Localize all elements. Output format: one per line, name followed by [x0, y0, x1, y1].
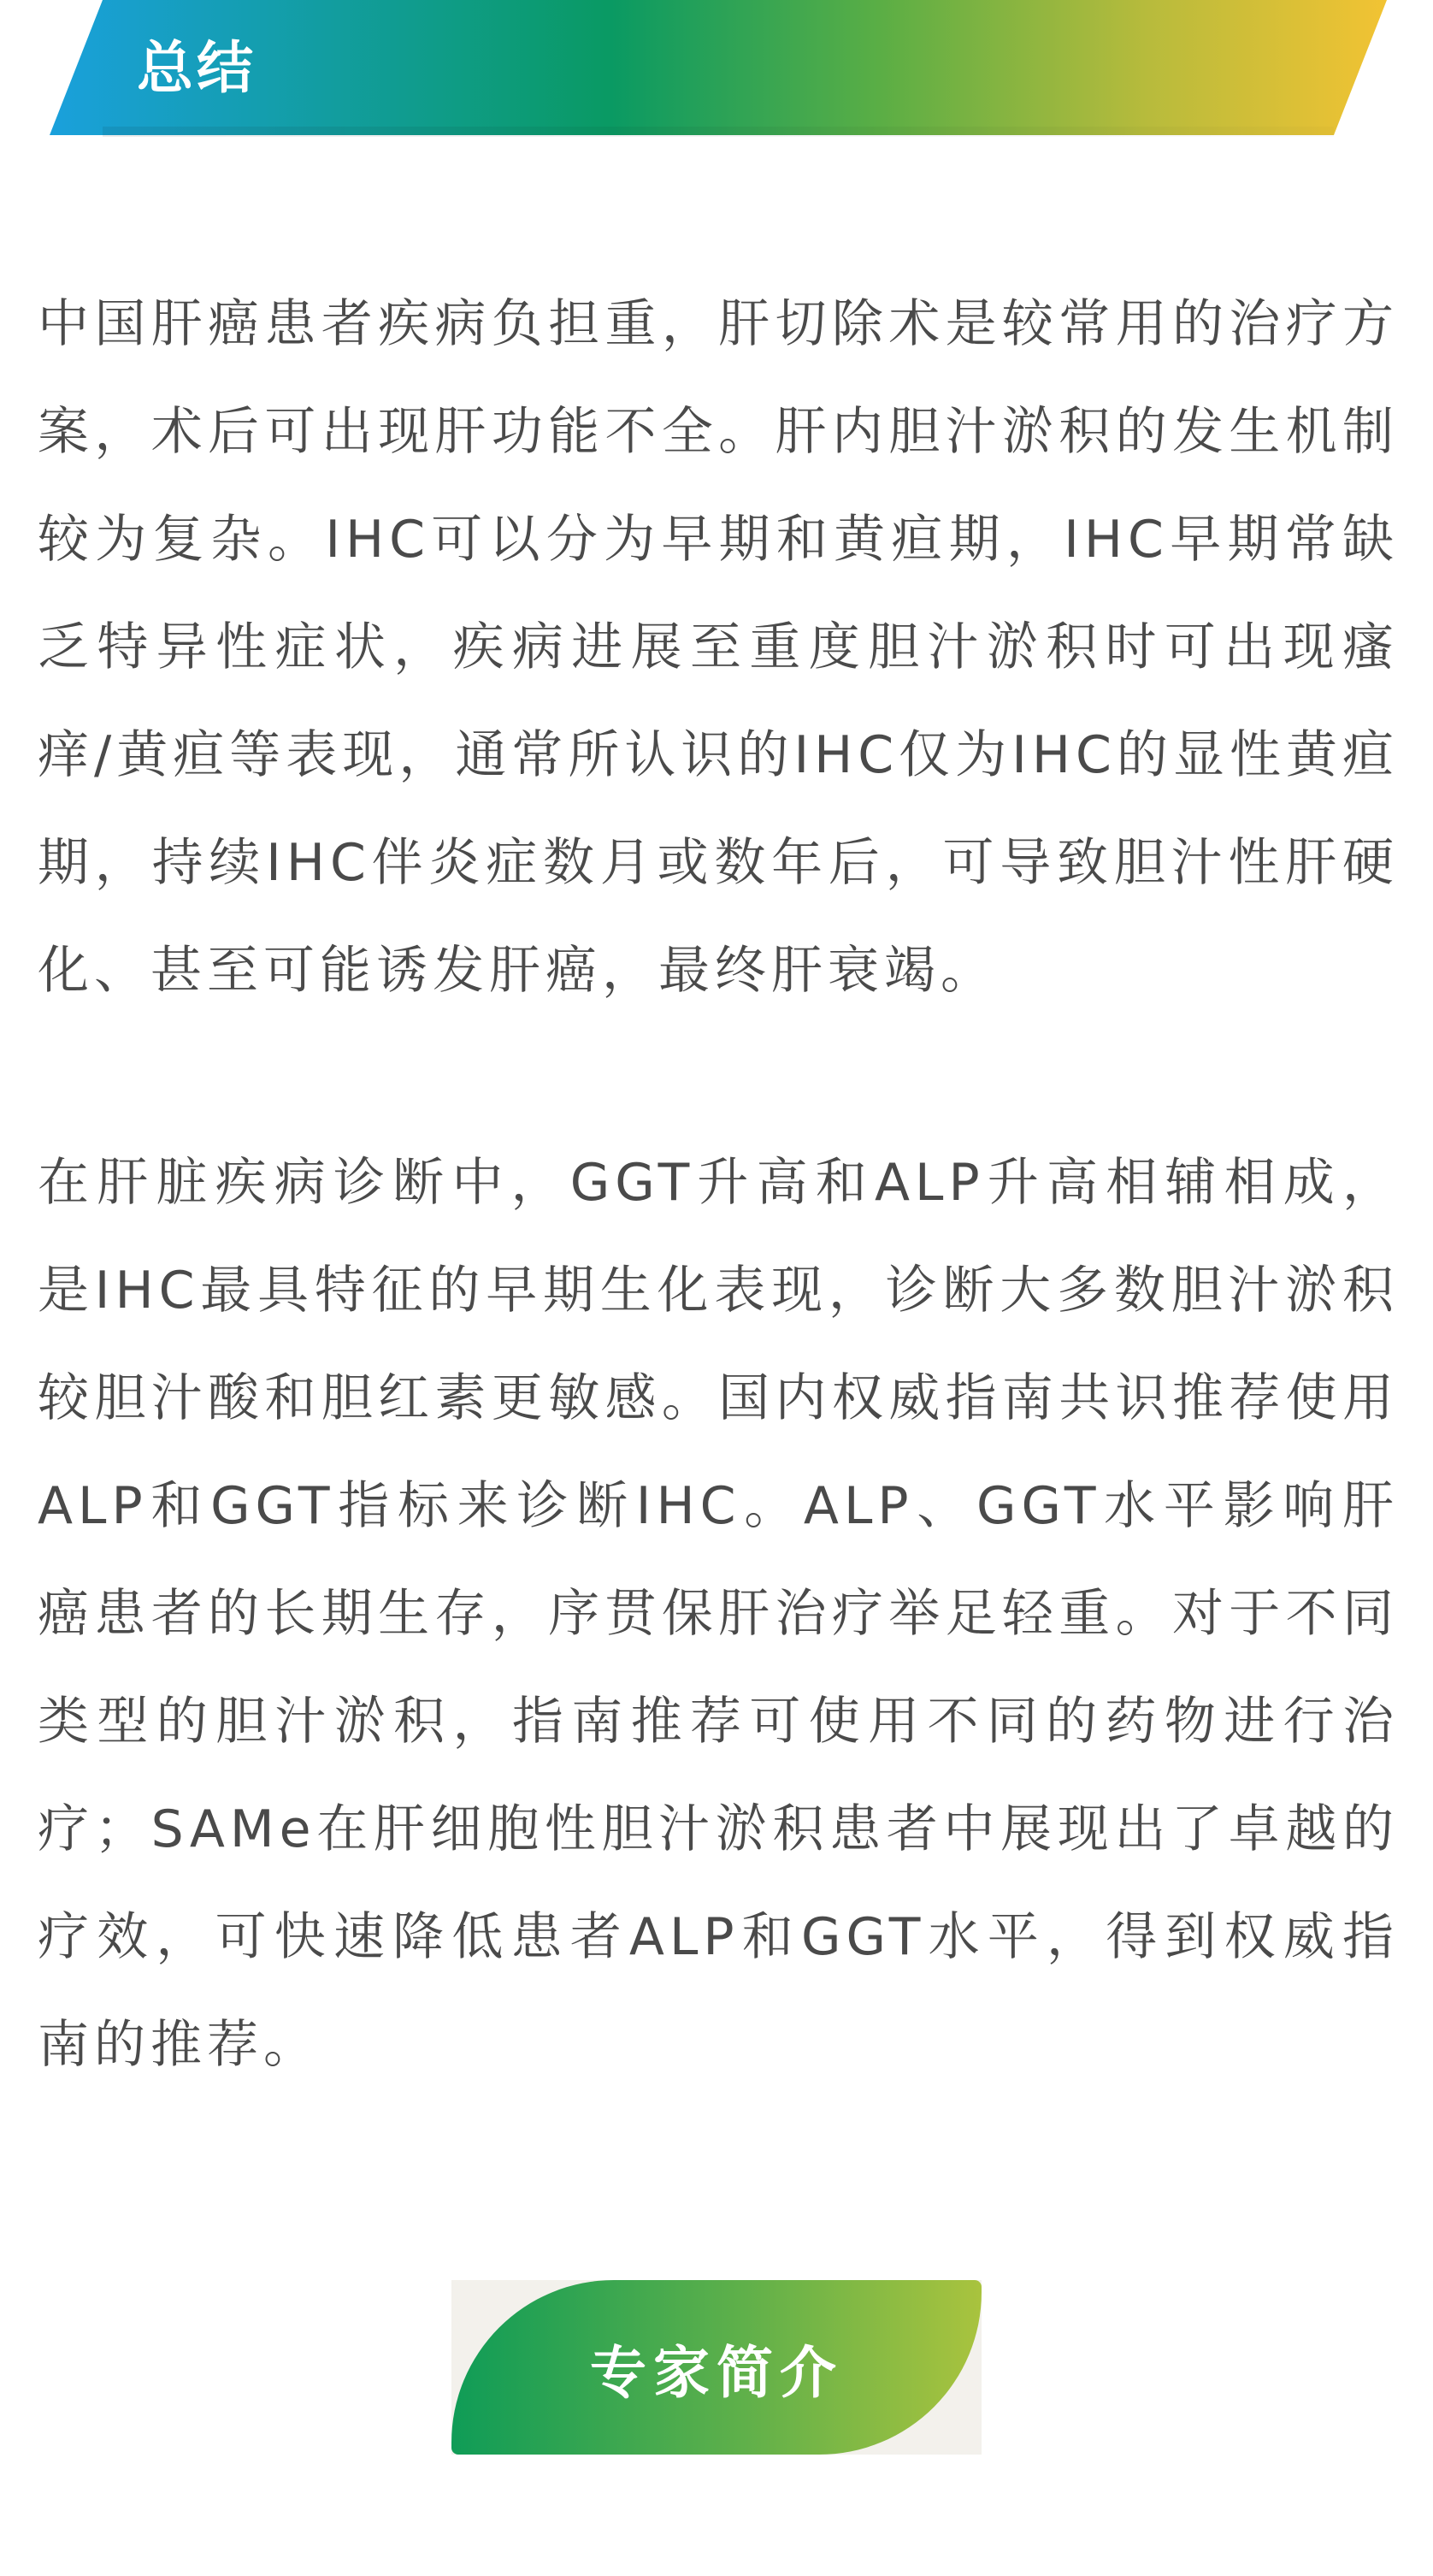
expert-intro-label: 专家简介 — [590, 2339, 843, 2406]
summary-paragraph-2: 在肝脏疾病诊断中，GGT升高和ALP升高相辅相成，是IHC最具特征的早期生化表现，诊断大多数胆汁淤积较胆汁酸和胆红素更敏感。国内权威指南共识推荐使用ALP和GGT指标来诊断IHC。ALP、GGT水平影响肝癌患者的长期生存，序贯保肝治疗举足轻重。对于不同类型的胆汁淤积，指南推荐可使用不同的药物进行治疗；SAMe在肝细胞性胆汁淤积患者中展现出了卓越的疗效，可快速降低患者ALP和GGT水平，得到权威指南的推荐。 — [38, 1153, 1399, 2075]
summary-title: 总结 — [137, 35, 257, 101]
summary-paragraph-1: 中国肝癌患者疾病负担重，肝切除术是较常用的治疗方案，术后可出现肝功能不全。肝内胆汁淤积的发生机制较为复杂。IHC可以分为早期和黄疸期，IHC早期常缺乏特异性症状，疾病进展至重度胆汁淤积时可出现瘙痒/黄疸等表现，通常所认识的IHC仅为IHC的显性黄疸期，持续IHC伴炎症数月或数年后，可导致胆汁性肝硬化、甚至可能诱发肝癌，最终肝衰竭。 — [38, 294, 1399, 1001]
summary-header-underline — [103, 127, 1334, 137]
expert-intro-button[interactable] — [451, 2280, 982, 2455]
